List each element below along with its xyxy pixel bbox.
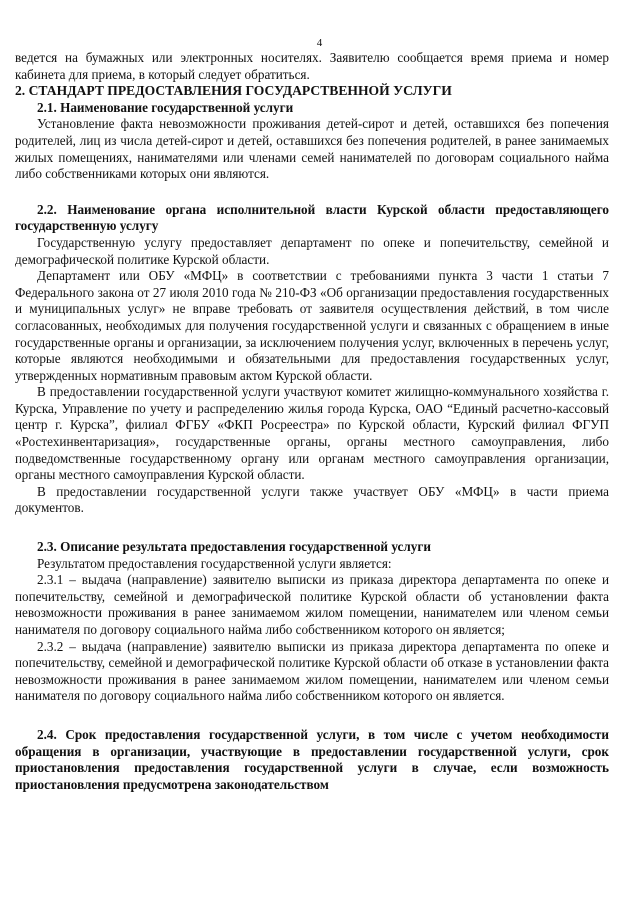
paragraph-2-2-4: В предоставлении государственной услуги также участвует ОБУ «МФЦ» в части приема документов.	[15, 483, 609, 516]
heading-2-4: 2.4. Срок предоставления государственной услуги, в том числе с учетом необходимости обращения в организации, участвующие в предоставлении государственной услуги, срок приостановления предоставления государственной услуги в случае, если возможность приостановления предусмотрена законодательством	[15, 726, 609, 792]
paragraph-2-3-1: 2.3.1 – выдача (направление) заявителю выписки из приказа директора департамента по опеке и попечительству, семейной и демографической политике Курской области об установлении факта невозможности проживания в ранее занимаемом жилом помещении, нанимателем или членом семьи нанимателя по договору социального найма либо собственником которого он является;	[15, 572, 609, 637]
heading-2-1: 2.1. Наименование государственной услуги	[37, 99, 294, 115]
document-body	[15, 50, 609, 793]
section-title: 2. СТАНДАРТ ПРЕДОСТАВЛЕНИЯ ГОСУДАРСТВЕННОЙ УСЛУГИ	[15, 83, 452, 99]
paragraph-2-2-3: В предоставлении государственной услуги участвуют комитет жилищно-коммунального хозяйства г. Курска, Управление по учету и распределению жилья города Курска, ОАО “Единый расчетно-кассовый центр г. Курска”, филиал ФГБУ «ФКП Росреестра» по Курской области, Курский филиал ФГУП «Ростехинвентаризация», государственные органы, органы местного самоуправления, либо подведомственные государственному органу или органам местного самоуправления организации, органы местного самоуправления Курской области.	[15, 384, 609, 483]
paragraph-2-2-2: Департамент или ОБУ «МФЦ» в соответствии с требованиями пункта 3 части 1 статьи 7 Федерального закона от 27 июля 2010 года № 210-ФЗ «Об организации предоставления государственных и муниципальных услуг» не вправе требовать от заявителя осуществления действий, в том числе согласованных, необходимых для получения государственной услуги и связанных с обращением в иные государственные органы и организации, за исключением получения услуг, включенных в перечень услуг, которые являются необходимыми и обязательными для предоставления государственных услуг, утвержденных нормативным правовым актом Курской области.	[15, 268, 609, 383]
heading-2-2: 2.2. Наименование органа исполнительной власти Курской области предоставляющего государственную услугу	[15, 201, 609, 234]
paragraph-2-2-1: Государственную услугу предоставляет департамент по опеке и попечительству, семейной и демографической политике Курской области.	[15, 234, 609, 267]
paragraph-2-1-1: Установление факта невозможности проживания детей-сирот и детей, оставшихся без попечения родителей, лиц из числа детей-сирот и детей, оставшихся без попечения родителей, в ранее занимаемых жилых помещениях, нанимателями или членами семей нанимателей по договорам социального найма либо собственниками которых они являются.	[15, 116, 609, 182]
paragraph-2-3-intro: Результатом предоставления государственной услуги является:	[37, 555, 392, 571]
paragraph-2-3-2: 2.3.2 – выдача (направление) заявителю выписки из приказа директора департамента по опеке и попечительству, семейной и демографической политике Курской области об отказе в установлении факта невозможности проживания в ранее занимаемом жилом помещении, нанимателем или членом семьи нанимателя по договору социального найма либо собственником которого он является.	[15, 638, 609, 704]
intro-paragraph: ведется на бумажных или электронных носителях. Заявителю сообщается время приема и номер кабинета для приема, в который следует обратиться.	[15, 50, 609, 82]
page-number: 4	[316, 37, 323, 49]
heading-2-3: 2.3. Описание результата предоставления государственной услуги	[37, 539, 431, 555]
